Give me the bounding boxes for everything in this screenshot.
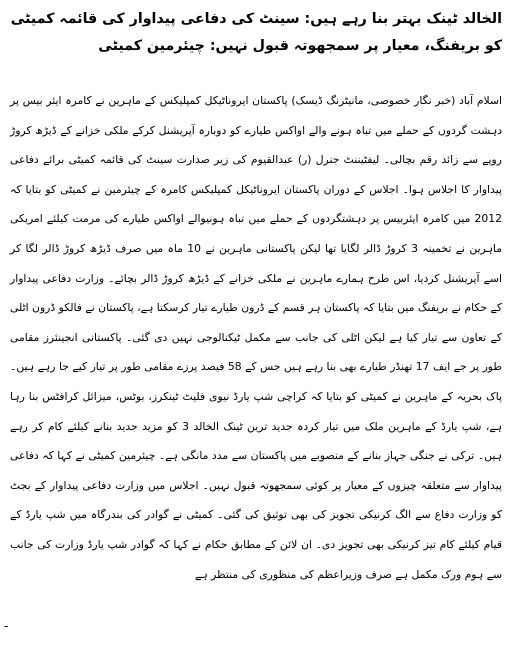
article-headline: الخالد ٹینک بہتر بنا رہے ہیں: سینٹ کی دفاعی پیداوار کی قائمہ کمیٹی کو بریفنگ، معیار پر سمجھوتہ قبول نہیں: چیئرمین کمیٹی: [10, 11, 502, 54]
end-mark: -: [4, 619, 9, 633]
article-body: اسلام آباد (خبر نگار خصوصی، مانیٹرنگ ڈیسک) پاکستان ایروناٹیکل کمپلیکس کے ماہرین نے کامرہ ایئر بیس پر دہشت گردوں کے حملے میں تباہ ہونے والے اواکس طیارے کو دوبارہ آپریشنل کرکے ملکی خزانے کے ڈیڑھ کروڑ روپے سے زائد رقم بچالی۔ لیفٹیننٹ جنرل (ر) عبدالقیوم کی زیر صدارت سینٹ کی قائمہ کمیٹی برائے دفاعی پیداوار کا اجلاس ہوا۔ اجلاس کے دوران پاکستان ایروناٹیکل کمپلیکس کامرہ کے چیئرمین نے کمیٹی کو بتایا کہ 2012 میں کامرہ ایئربیس پر دہشتگردوں کے حملے میں تباہ ہونیوالے اواکس طیارے کی مرمت کیلئے امریکی ماہرین نے تخمینہ 3 کروڑ ڈالر لگایا تھا لیکن پاکستانی ماہرین نے 10 ماہ میں صرف ڈیڑھ کروڑ ڈالر لگا کر اسے آپریشنل کردیا، اس طرح ہمارے ماہرین نے ملکی خزانے کے ڈیڑھ کروڑ ڈالر بچائے۔ وزارت دفاعی پیداوار کے حکام نے بریفنگ میں بتایا کہ پاکستان ہر قسم کے ڈرون طیارے تیار کرسکتا ہے، پاکستان نے فالکو ڈرون اٹلی کے تعاون سے تیار کیا ہے لیکن اٹلی کی جانب سے مکمل ٹیکنالوجی نہیں دی گئی۔ پاکستانی انجینئرز مقامی طور پر جے ایف 17 تھنڈر طیارے بھی بنا رہے ہیں جس کے 58 فیصد پرزے مقامی طور پر تیار کیے جا رہے ہیں۔ پاک بحریہ کے ماہرین نے کمیٹی کو بتایا کہ کراچی شپ یارڈ نیوی فلیٹ ٹینکرز، بوٹس، میزائل کرافٹس بنا رہا ہے، شپ یارڈ کے ماہرین ملک میں تیار کردہ جدید ترین ٹینک الخالد 3 کو مزید جدید بنانے کیلئے کام کر رہے ہیں۔ ترکی نے جنگی جہاز بنانے کے منصوبے میں پاکستان سے مدد مانگی ہے۔ چیئرمین کمیٹی نے کہا کہ دفاعی پیداوار سے متعلقہ چیزوں کے معیار پر کوئی سمجھوتہ قبول نہیں۔ اجلاس میں وزارت دفاعی پیداوار کے بجٹ کو وزارت دفاع سے الگ کرنیکی تجویز کی بھی توثیق کی گئی۔ کمیٹی نے گوادر کی بندرگاہ میں شپ یارڈ کے قیام کیلئے کام تیز کرنیکی بھی تجویز دی۔ ان لائن کے مطابق حکام نے کہا کہ گوادر شپ یارڈ وزارت کی جانب سے ہوم ورک مکمل ہے صرف وزیراعظم کی منظوری کی منتظر ہے: [10, 94, 503, 581]
